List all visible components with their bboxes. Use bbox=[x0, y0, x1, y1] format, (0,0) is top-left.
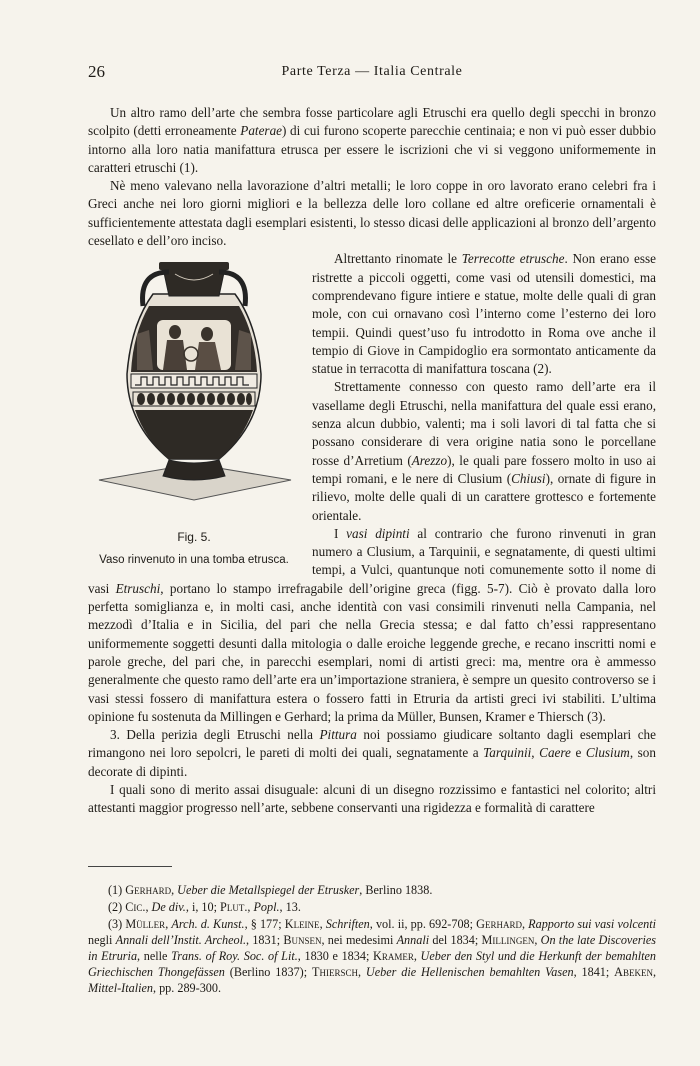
paragraph-pittura: 3. Della perizia degli Etruschi nella Pittura noi possiamo giudicare soltanto dagli esemplari che rimangono nei loro sepolcri, le pareti di molti dei quali, segnatamente a Tarquinii, Caere e Clusium, son decorate di dipinti. bbox=[88, 727, 657, 779]
page-header bbox=[88, 62, 656, 84]
figure-5 bbox=[88, 250, 300, 569]
paragraph-vasellame: Strettamente connesso con questo ramo dell’arte era il vasellame degli Etruschi, nella manifattura del quale essi erano, senza alcun dubbio, valenti; ma i soli lavori di tal fatta che si possano considerare di vera origine natia sono le porcellane rosse d’Arretium (Arezzo), le quali pare fossero molto in uso ai tempi romani, e le nere di Clusium (Chiusi), ornate di figure in rilievo, molte delle quali di un carattere grottesco e fortemente orientale. bbox=[312, 379, 656, 523]
paragraph-metalli: Nè meno valevano nella lavorazione d’altri metalli; le loro coppe in oro lavorato erano celebri fra i Greci anche nei loro giorni migliori e la bellezza delle loro collane ed altre oreficerie ornamentali è sufficientemente attestata dagli esemplari esistenti, lo stesso dicasi delle applicazioni al bronzo dell’argento cesellato e dell’oro inciso. bbox=[88, 178, 656, 249]
footnotes bbox=[88, 882, 656, 997]
amphora-icon bbox=[91, 254, 297, 522]
paragraph-specchi: Un altro ramo dell’arte che sembra fosse particolare agli Etruschi era quello degli specchi in bronzo scolpito (detti erroneamente Paterae) di cui furono scoperte parecchie centinaia; e non vi può esser dubbio intorno alla loro natia manifattura etrusca per essere le iscrizioni che vi si veggono uniformemente in caratteri etruschi (1). bbox=[88, 105, 656, 175]
page-number: 26 bbox=[88, 62, 105, 81]
body-text bbox=[88, 104, 656, 818]
footnote-3: (3) Müller, Arch. d. Kunst., § 177; Kleine, Schriften, vol. ii, pp. 692-708; Gerhard, Rapporto sui vasi volcenti negli Annali dell’Instit. Archeol., 1831; Bunsen, nei medesimi Annali del 1834; Millingen, On the late Discoveries in Etruria, nelle Trans. of Roy. Soc. of Lit., 1830 e 1834; Kramer, Ueber den Styl und die Herkunft der bemahlten Griechischen Thongefässen (Berlino 1837); Thiersch, Ueber die Hellenischen bemahlten Vasen, 1841; Abeken, Mittel-Italien, pp. 289-300. bbox=[88, 917, 657, 995]
paragraph-merito: I quali sono di merito assai disuguale: alcuni di un disegno rozzissimo e fantastici nel colorito; altri attestanti maggior progresso nell’arte, sebbene conservanti una rigidezza e formalità di carattere bbox=[88, 781, 656, 816]
paragraph-vasi-dipinti: I vasi dipinti al contrario che furono rinvenuti in gran numero a Clusium, a Tarquinii, e segnatamente, di questi ultimi tempi, a Vulci, quantunque noti comunemente sotto il nome di vasi Etruschi, portano lo stampo irrefragabile dell’origine greca (figg. 5-7). Ciò è provato dalla loro perfetta somiglianza e, in molti casi, anche identità con vasi consimili rinvenuti nella Campania, nel mezzodì d’Italia e in Sicilia, del pari che nella Grecia stessa; e dal fatto ch’essi rappresentano uniformemente soggetti desunti dalla mitologia o dalle eroiche leggende greche, e recano inscritti nomi e parole greche, del pari che, in parecchi esemplari, nomi di artisti greci: ma, mentre ora è ammesso generalmente che questo ramo dell’arte era un’importazione straniera, è sempre un quesito controverso se i vasi stessi fossero di manifattura estera o fossero fatti in Etruria da artisti greci ivi stabiliti. L’ultima opinione fu sostenuta da Millingen e Gerhard; la prima da Müller, Bunsen, Kramer e Thiersch (3). bbox=[88, 525, 656, 724]
figure-caption: Vaso rinvenuto in una tomba etrusca. bbox=[99, 553, 289, 566]
footnote-2: (2) Cic., De div., i, 10; Plut., Popl., 13. bbox=[108, 900, 301, 914]
footnote-rule bbox=[88, 866, 172, 867]
footnote-1: (1) Gerhard, Ueber die Metallspiegel der Etrusker, Berlino 1838. bbox=[108, 883, 433, 897]
paragraph-terrecotte: Altrettanto rinomate le Terrecotte etrusche. Non erano esse ristrette a piccoli oggetti, come vasi od utensili domestici, ma comprendevano figure intiere e statue, molte delle quali di gran mole, con cui ornavano così l’interno come l’esterno dei loro tempii. Quindi quest’uso fu introdotto in Roma ove anche il tempio di Giove in Campidoglio era sormontato anticamente da statue in terracotta di manifattura toscana (2). bbox=[312, 251, 656, 377]
figure-label: Fig. 5. bbox=[177, 530, 211, 545]
running-head: Parte Terza — Italia Centrale bbox=[281, 64, 463, 79]
